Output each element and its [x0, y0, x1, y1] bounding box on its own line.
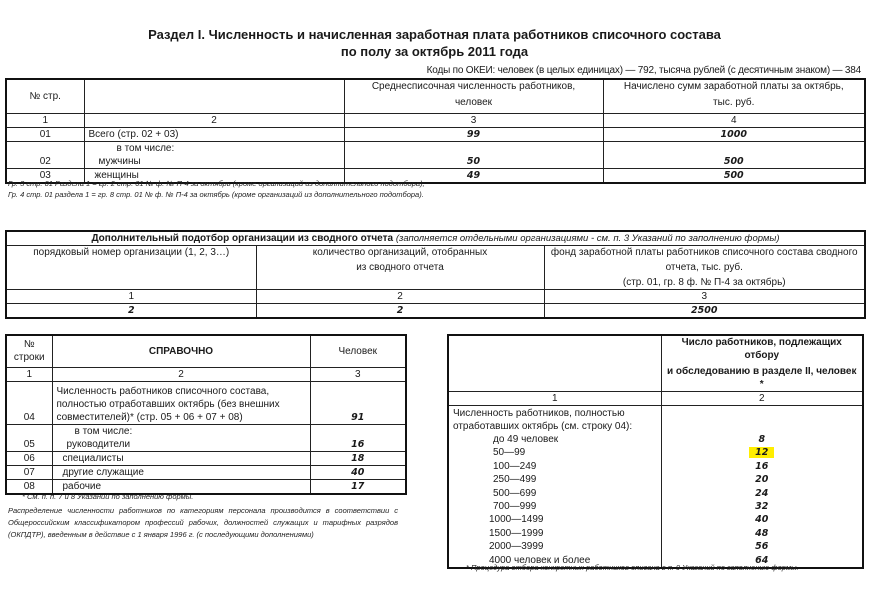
payroll-value[interactable]: 1000: [603, 127, 865, 141]
org-number-value[interactable]: 2: [6, 304, 256, 319]
row-label-text: руководители: [66, 438, 131, 450]
col-number: 2: [256, 290, 544, 304]
row-number: 01: [6, 127, 84, 141]
header-people: Человек: [310, 335, 406, 367]
section1-notes: [8, 178, 425, 200]
header-line: отчета, тыс. руб.: [665, 262, 743, 273]
reference-footnote: * См. п. п. 7 и 8 Указаний по заполнению формы.: [22, 492, 194, 501]
header-line: №: [23, 339, 35, 351]
range-label: 500—699: [493, 487, 537, 499]
org-count-value[interactable]: 2: [256, 304, 544, 319]
table-row: [6, 451, 406, 465]
column-numbers-row: [448, 392, 863, 406]
header-line: (стр. 01, гр. 8 ф. № П-4 за октябрь): [622, 277, 786, 288]
note-line: Гр. 3 стр. 01 Раздела 1 = гр. 2 стр. 01 № ф. № П-4 за октябрь (кроме организаций из дополнительного подотбора);: [8, 179, 425, 188]
headcount-value[interactable]: 50: [344, 141, 603, 168]
row-number: 08: [6, 479, 52, 494]
range-list: [453, 433, 657, 567]
col-number: 3: [344, 113, 603, 127]
range-label: 1000—1499: [489, 514, 544, 526]
payroll-fund-value[interactable]: 2500: [544, 304, 865, 319]
row-label: специалисты: [52, 451, 310, 465]
selection-value[interactable]: 64: [755, 554, 769, 566]
header-payroll-line1: Начислено сумм заработной платы за октябрь,: [623, 81, 844, 92]
range-label: до 49 человек: [493, 434, 559, 445]
col-number: 1: [6, 367, 52, 381]
header-payroll-fund: [544, 246, 865, 290]
col-number: 1: [6, 290, 256, 304]
intro-line: отработавших октябрь (см. строку 04):: [453, 421, 633, 432]
row-number: 02: [6, 141, 84, 168]
section-title-line2: по полу за октябрь 2011 года: [340, 44, 529, 59]
reference-table: [5, 334, 407, 495]
reference-paragraph: Распределение численности работников по категориям персонала производится в соответствии с Общероссийским классификатором профессий рабочих, должностей служащих и тарифных разрядов (ОКПДТР), введенным в действие с 1 января 1996 г. (с последующими дополнениями): [8, 506, 398, 539]
row-prefix: в том числе:: [116, 142, 175, 154]
col-number: 2: [661, 392, 863, 406]
people-value[interactable]: 17: [310, 479, 406, 494]
people-value[interactable]: 18: [310, 451, 406, 465]
people-value[interactable]: 91: [310, 381, 406, 424]
supplementary-title: [6, 231, 865, 246]
header-line: фонд заработной платы работников списочного состава сводного: [550, 247, 858, 258]
row-label: Всего (стр. 02 + 03): [84, 127, 344, 141]
range-label: 50—99: [493, 447, 526, 459]
row-number: 07: [6, 465, 52, 479]
headcount-value[interactable]: 49: [344, 168, 603, 183]
col-number: 1: [448, 392, 661, 406]
payroll-value[interactable]: 500: [603, 141, 865, 168]
header-headcount: [344, 79, 603, 113]
table-row: [6, 381, 406, 424]
row-label: рабочие: [52, 479, 310, 494]
col-number: 2: [52, 367, 310, 381]
row-label: женщины: [84, 168, 344, 183]
header-reference: СПРАВОЧНО: [52, 335, 310, 367]
table-row: [6, 127, 865, 141]
header-row-number: № стр.: [6, 79, 84, 113]
row-number: 04: [6, 381, 52, 424]
row-label: [52, 381, 310, 424]
range-label: 4000 человек и более: [489, 554, 591, 566]
table-row: [6, 465, 406, 479]
header-org-count: [256, 246, 544, 290]
row-label: [52, 424, 310, 451]
header-org-number: порядковый номер организации (1, 2, 3…): [6, 246, 256, 290]
header-payroll: [603, 79, 865, 113]
note-line: Гр. 4 стр. 01 раздела 1 = гр. 8 стр. 01 № ф. № П-4 за октябрь (кроме организаций из дополнительного подотбора).: [8, 190, 424, 199]
row-label-line: полностью отработавших октябрь (без внешних: [56, 398, 280, 410]
row-label-text: мужчины: [98, 155, 141, 167]
headcount-value[interactable]: 99: [344, 127, 603, 141]
table-row: [6, 141, 865, 168]
selection-value[interactable]: 40: [755, 514, 769, 526]
selection-value[interactable]: 8: [758, 434, 766, 445]
range-label: 100—249: [493, 460, 537, 472]
header-headcount-line2: человек: [454, 97, 493, 108]
selection-value[interactable]: 56: [755, 541, 769, 553]
col-number: 3: [544, 290, 865, 304]
row-number: 05: [6, 424, 52, 451]
row-label: другие служащие: [52, 465, 310, 479]
header-line: количество организаций, отобранных: [312, 247, 488, 258]
table-row: [6, 424, 406, 451]
selection-value[interactable]: 16: [755, 460, 769, 472]
col-number: 3: [310, 367, 406, 381]
section-title: [0, 26, 869, 60]
table-row: [6, 304, 865, 319]
header-line: из сводного отчета: [356, 262, 444, 273]
selection-value[interactable]: 32: [755, 501, 769, 513]
header-headcount-line1: Среднесписочная численность работников,: [371, 81, 576, 92]
supplementary-title-bold: Дополнительный подотбор организации из сводного отчета: [91, 233, 394, 244]
selection-value[interactable]: 48: [755, 527, 769, 539]
selection-table: [447, 334, 864, 569]
supplementary-title-italic: (заполняется отдельными организациями - см. п. 3 Указаний по заполнению формы): [395, 233, 780, 244]
okei-codes: Коды по ОКЕИ: человек (в целых единицах) — 792, тысяча рублей (с десятичным знаком) — 384: [426, 65, 861, 76]
range-label: 700—999: [493, 501, 537, 513]
range-label: 250—499: [493, 474, 537, 486]
row-number: 03: [6, 168, 84, 183]
row-number: 06: [6, 451, 52, 465]
row-label-line: Численность работников списочного состава,: [56, 385, 270, 397]
intro-line: Численность работников, полностью: [453, 408, 625, 419]
selection-body: [448, 406, 863, 569]
payroll-value[interactable]: 500: [603, 168, 865, 183]
selection-value-highlighted[interactable]: 12: [749, 447, 774, 458]
header-selection-count: [661, 335, 863, 392]
col-number: 4: [603, 113, 865, 127]
selection-value[interactable]: 24: [755, 487, 769, 499]
selection-value[interactable]: 20: [755, 474, 769, 486]
header-row-number: [6, 335, 52, 367]
col-number: 2: [84, 113, 344, 127]
row-label: [84, 141, 344, 168]
column-numbers-row: [6, 113, 865, 127]
header-line: строки: [13, 352, 45, 364]
header-line: Число работников, подлежащих отбору: [681, 337, 842, 361]
row-prefix: в том числе:: [74, 425, 133, 437]
people-value[interactable]: 40: [310, 465, 406, 479]
ranges-column: [448, 406, 661, 569]
values-column: [661, 406, 863, 569]
row-label-line: совместителей)* (стр. 05 + 06 + 07 + 08): [56, 411, 243, 423]
section-title-line1: Раздел I. Численность и начисленная заработная плата работников списочного состава: [148, 27, 721, 42]
column-numbers-row: [6, 290, 865, 304]
col-number: 1: [6, 113, 84, 127]
column-numbers-row: [6, 367, 406, 381]
people-value[interactable]: 16: [310, 424, 406, 451]
supplementary-selection-table: [5, 230, 866, 319]
section1-table: [5, 78, 866, 184]
header-payroll-line2: тыс. руб.: [713, 97, 755, 108]
header-line: и обследованию в разделе II, человек *: [666, 366, 857, 390]
header-empty: [84, 79, 344, 113]
header-empty: [448, 335, 661, 392]
range-label: 2000—3999: [489, 541, 544, 553]
range-label: 1500—1999: [489, 527, 544, 539]
selection-footnote: * Процедура отбора конкретных работников описана в п. 9 Указаний по заполнению формы.: [466, 563, 799, 572]
